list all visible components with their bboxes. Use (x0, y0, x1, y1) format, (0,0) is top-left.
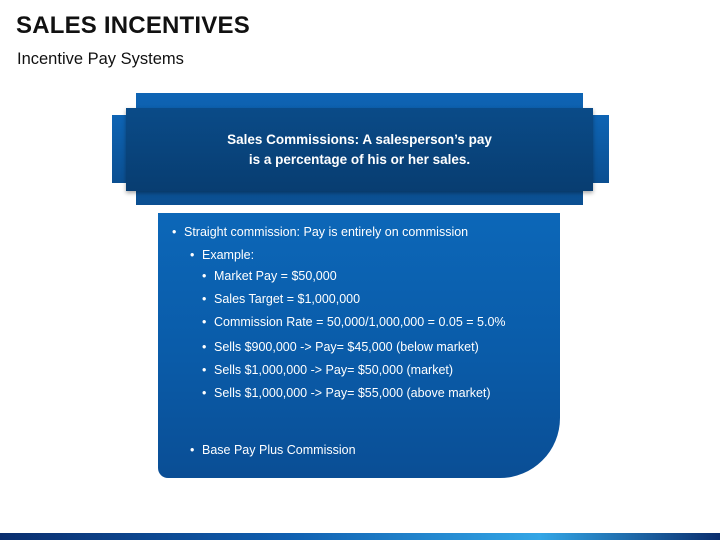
bullet-item (172, 225, 468, 239)
banner-text (227, 130, 492, 170)
banner-line-1: Sales Commissions: A salesperson’s pay (227, 131, 492, 147)
bullet-text: Example: (202, 248, 255, 262)
footer-accent-strip (0, 533, 720, 540)
bullet-icon: • (202, 340, 207, 354)
bullet-item (202, 292, 360, 306)
bullet-icon: • (202, 363, 207, 377)
bullet-icon: • (190, 248, 195, 262)
bullet-icon: • (202, 269, 207, 283)
bullet-item (190, 443, 356, 457)
bullet-item (202, 386, 491, 400)
bullet-icon: • (190, 443, 195, 457)
bullet-icon: • (202, 292, 207, 306)
bullet-icon: • (172, 225, 177, 239)
bullet-text: Commission Rate = 50,000/1,000,000 = 0.05 = 5.0% (214, 315, 506, 329)
bullet-text: Sales Target = $1,000,000 (214, 292, 361, 306)
content-card (158, 213, 560, 478)
bullet-text: Sells $900,000 -> Pay= $45,000 (below market) (214, 340, 479, 354)
slide-subtitle: Incentive Pay Systems (17, 50, 184, 68)
bullet-item (202, 315, 506, 329)
bullet-icon: • (202, 386, 207, 400)
bullet-text: Sells $1,000,000 -> Pay= $55,000 (above market) (214, 386, 491, 400)
banner (126, 108, 593, 191)
bullet-item (202, 269, 337, 283)
slide-title: SALES INCENTIVES (16, 12, 250, 39)
bullet-item (202, 340, 479, 354)
banner-line-2: is a percentage of his or her sales. (248, 151, 471, 167)
bullet-icon: • (202, 315, 207, 329)
bullet-text: Straight commission: Pay is entirely on commission (184, 225, 469, 239)
bullet-item (202, 363, 453, 377)
bullet-text: Base Pay Plus Commission (202, 443, 356, 457)
bullet-text: Market Pay = $50,000 (214, 269, 337, 283)
bullet-text: Sells $1,000,000 -> Pay= $50,000 (market) (214, 363, 454, 377)
bullet-item (190, 248, 254, 262)
